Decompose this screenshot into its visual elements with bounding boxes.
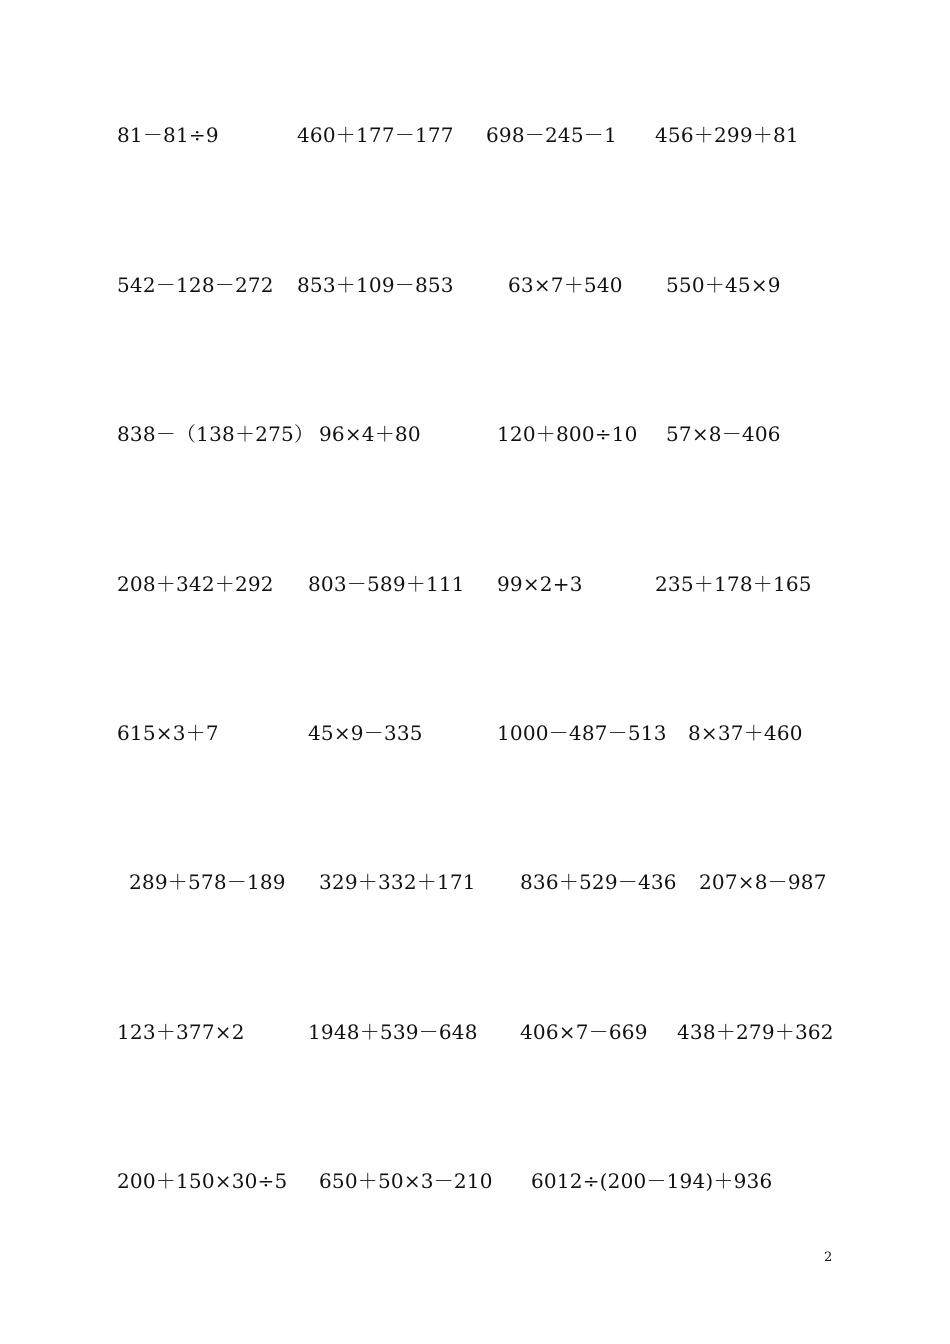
exercise: 63×7＋540 [508, 273, 623, 297]
exercise-row-7 [0, 1017, 950, 1047]
exercise: 45×9－335 [308, 721, 423, 745]
exercise-row-8 [0, 1166, 950, 1196]
exercise-row-4 [0, 569, 950, 599]
exercise: 460＋177－177 [297, 123, 454, 147]
exercise: 1000－487－513 [497, 721, 667, 745]
exercise: 438＋279＋362 [677, 1020, 834, 1044]
page-number: 2 [824, 1250, 833, 1265]
exercise: 123＋377×2 [117, 1020, 245, 1044]
exercise: 803－589＋111 [308, 572, 465, 596]
exercise-row-5 [0, 718, 950, 748]
exercise: 1948＋539－648 [308, 1020, 478, 1044]
exercise: 81－81÷9 [117, 123, 219, 147]
exercise: 207×8－987 [699, 870, 827, 894]
exercise: 550＋45×9 [666, 273, 781, 297]
exercise: 838－（138＋275） [117, 422, 315, 446]
exercise: 406×7－669 [520, 1020, 648, 1044]
exercise: 6012÷(200－194)＋936 [531, 1169, 773, 1193]
exercise-row-2 [0, 270, 950, 300]
exercise: 120＋800÷10 [497, 422, 638, 446]
exercise: 8×37＋460 [688, 721, 803, 745]
exercise: 208＋342＋292 [117, 572, 274, 596]
exercise-row-3 [0, 419, 950, 449]
exercise: 289＋578－189 [129, 870, 286, 894]
exercise-row-6 [0, 867, 950, 897]
exercise: 57×8－406 [666, 422, 781, 446]
exercise-row-1 [0, 120, 950, 150]
exercise: 542－128－272 [117, 273, 274, 297]
exercise: 615×3＋7 [117, 721, 219, 745]
exercise: 96×4＋80 [319, 422, 421, 446]
exercise: 650＋50×3－210 [319, 1169, 493, 1193]
exercise: 853＋109－853 [297, 273, 454, 297]
exercise: 235＋178＋165 [655, 572, 812, 596]
exercise: 99×2+3 [497, 572, 583, 596]
exercise: 836＋529－436 [520, 870, 677, 894]
exercise: 329＋332＋171 [319, 870, 476, 894]
exercise: 698－245－1 [486, 123, 617, 147]
exercise: 456＋299＋81 [655, 123, 799, 147]
exercise: 200＋150×30÷5 [117, 1169, 288, 1193]
